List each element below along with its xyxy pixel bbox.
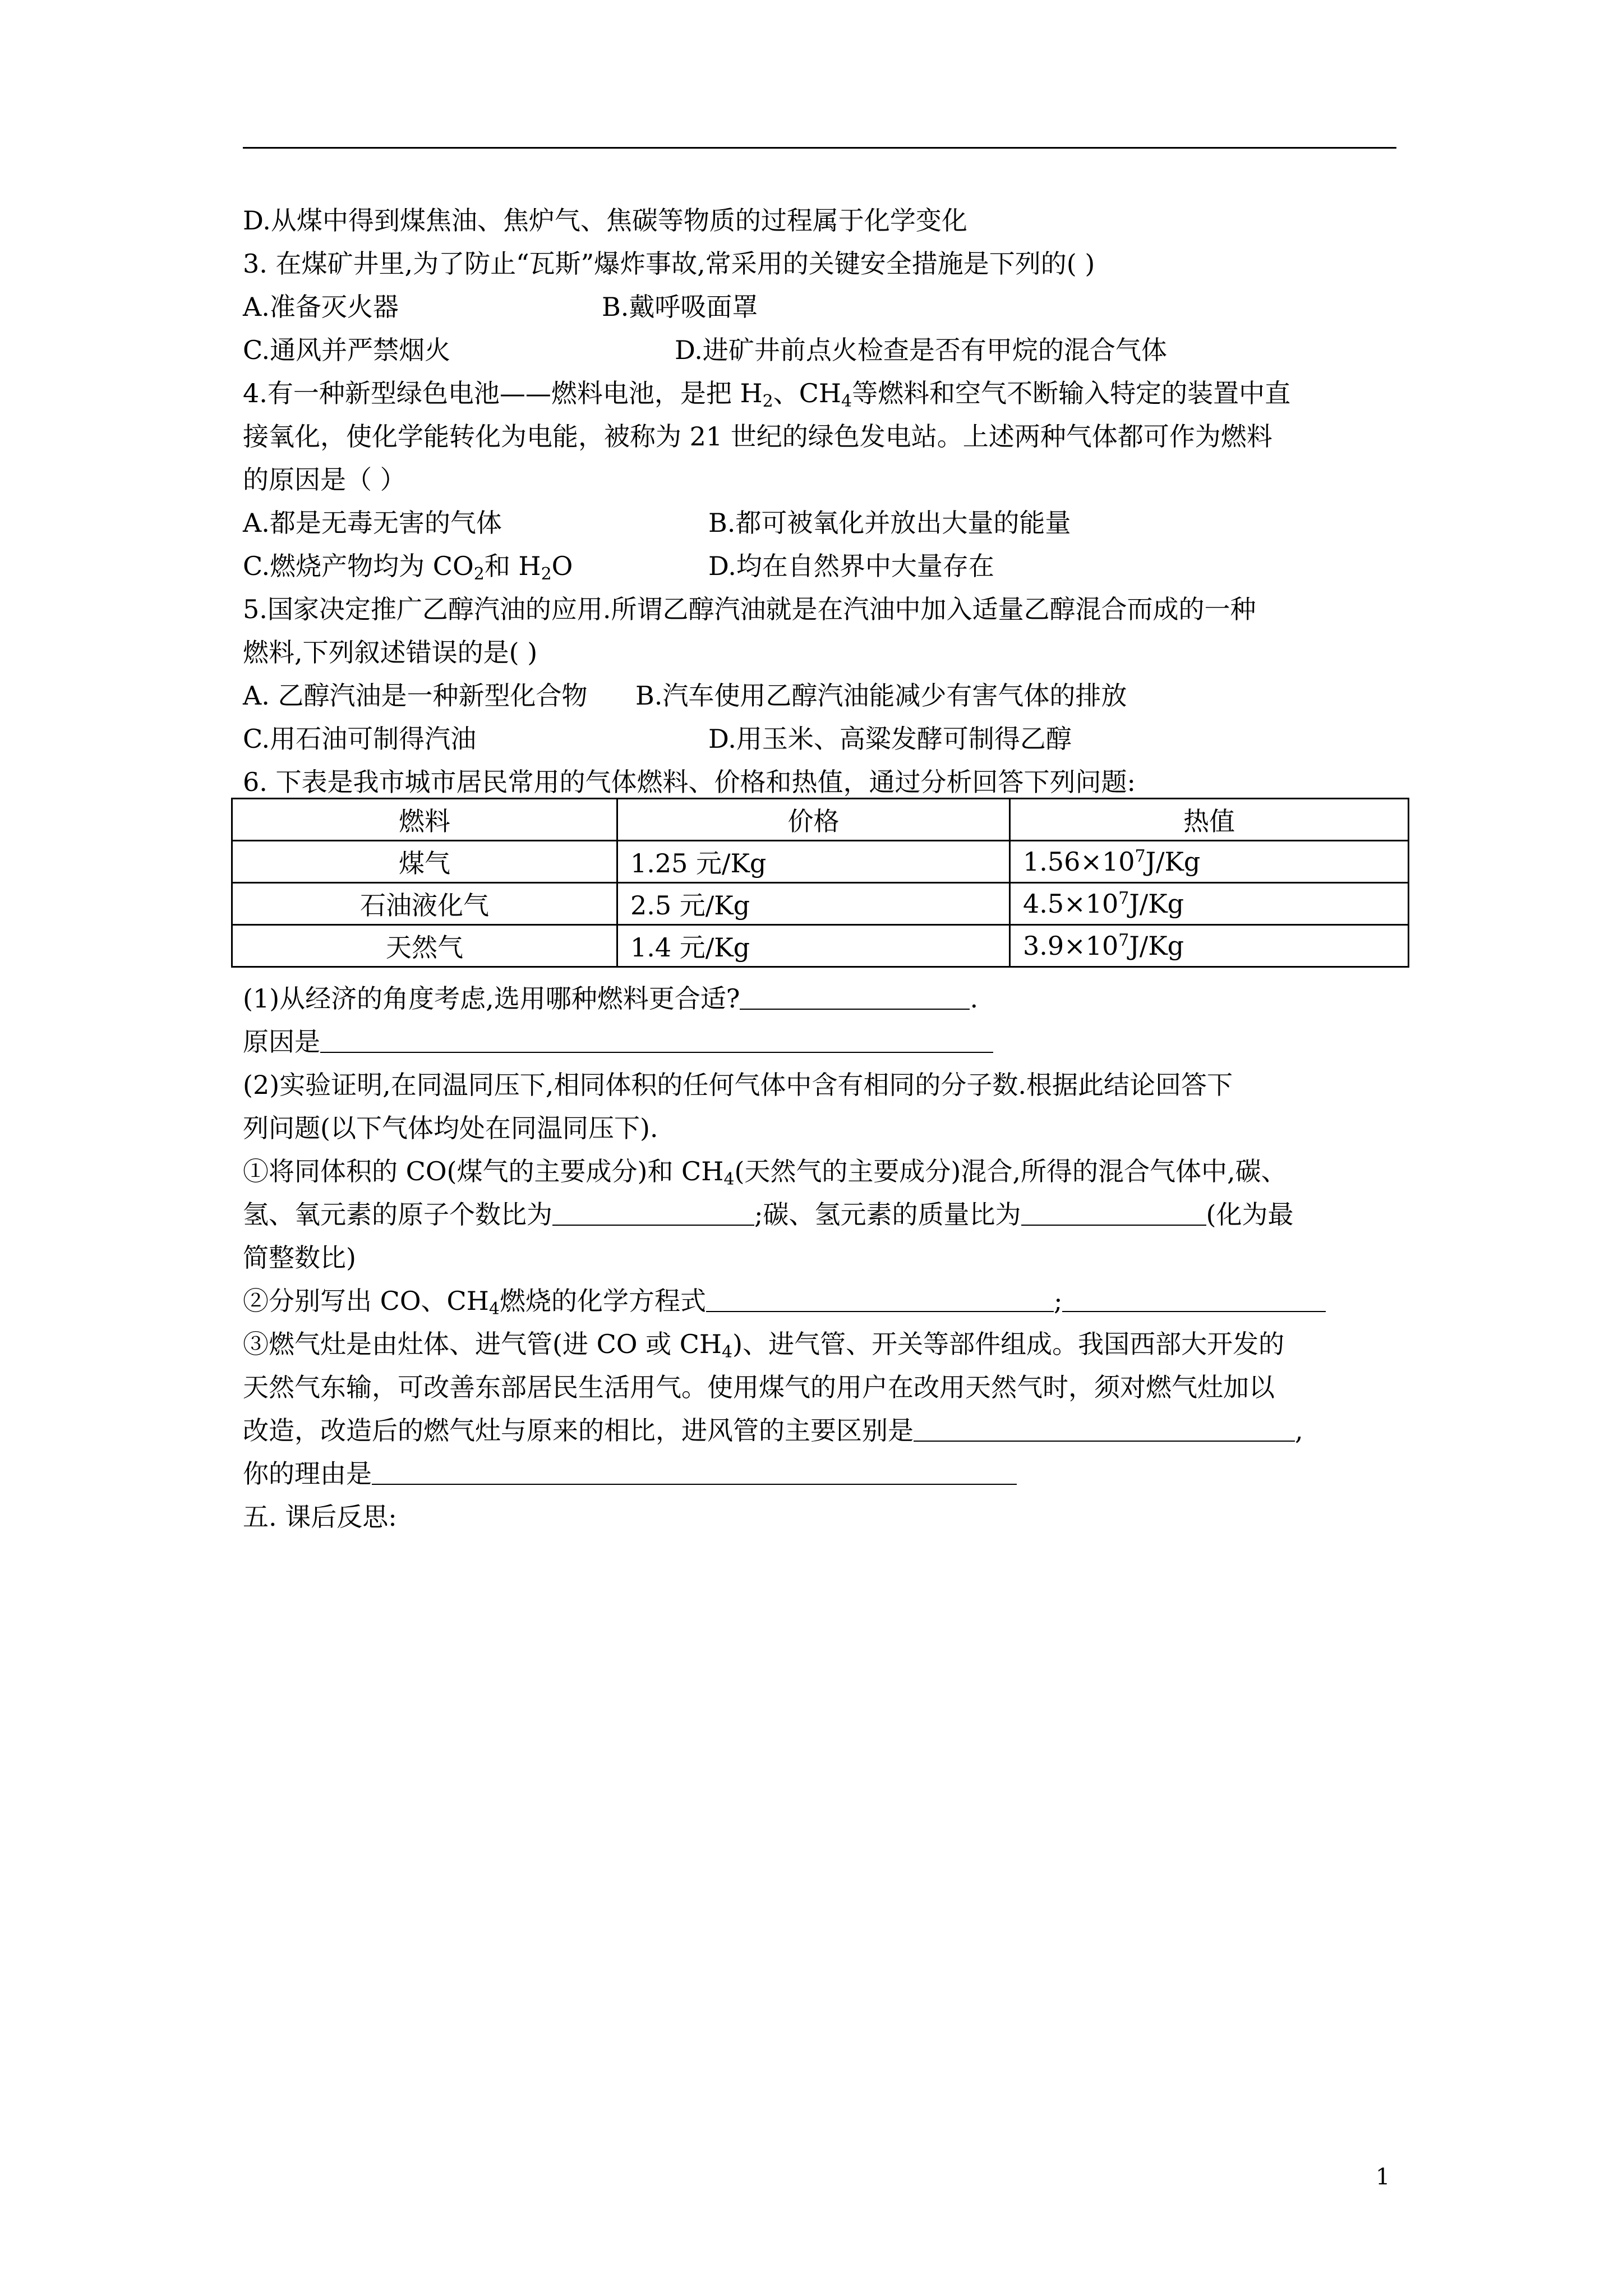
table-header-fuel: 燃料	[232, 799, 617, 841]
q4-option-c: C.燃烧产物均为 $CO_2$和 $H_2O$	[243, 551, 573, 584]
q3-option-a: A.准备灭火器	[243, 292, 399, 322]
q5-option-d: D.用玉米、高粱发酵可制得乙醇	[708, 724, 1072, 754]
q6-sub1-line3: 简整数比)	[243, 1243, 356, 1273]
question-block-top	[243, 199, 1404, 804]
table-cell-fuel: 石油液化气	[232, 883, 617, 925]
q5-option-a: A. 乙醇汽油是一种新型化合物	[243, 680, 588, 711]
q6-stem: 6. 下表是我市城市居民常用的气体燃料、价格和热值，通过分析回答下列问题:	[243, 767, 1136, 797]
q6-sub2: ②分别写出 CO、$CH_4$燃烧的化学方程式 ;	[243, 1280, 1404, 1323]
table-header-heat: 热值	[1010, 799, 1409, 841]
table-header-price: 价格	[617, 799, 1010, 841]
q6-sub3-line2: 天然气东输，可改善东部居民生活用气。使用煤气的用户在改用天然气时，须对燃气灶加以	[243, 1372, 1275, 1402]
q3-options-row1	[243, 286, 1404, 329]
q4-options-row1	[243, 501, 1404, 545]
q3-option-d: D.进矿井前点火检查是否有甲烷的混合气体	[675, 335, 1167, 365]
table-cell-price: 1.25 元/Kg	[617, 841, 1010, 883]
q5-options-row2	[243, 717, 1404, 761]
table-cell-fuel: 煤气	[232, 841, 617, 883]
table-cell-price: 1.4 元/Kg	[617, 925, 1010, 967]
section-five-heading: 五. 课后反思:	[243, 1502, 397, 1532]
q4-stem-line1: 4.有一种新型绿色电池——燃料电池，是把 $H_2$、$CH_4$等燃料和空气不断输入特定的装置中直	[243, 378, 1291, 411]
q4-stem-line2: 接氧化，使化学能转化为电能，被称为 21 世纪的绿色发电站。上述两种气体都可作为燃料	[243, 421, 1272, 452]
fuel-table	[231, 798, 1409, 968]
answer-blank[interactable]	[320, 1023, 993, 1053]
q6-sub1-line2: 氢、氧元素的原子个数比为 ;碳、氢元素的质量比为 (化为最	[243, 1193, 1404, 1236]
q5-options-row1	[243, 674, 1404, 717]
q6-part1-reason: 原因是	[243, 1020, 1404, 1064]
table-cell-fuel: 天然气	[232, 925, 617, 967]
table-row	[232, 883, 1409, 925]
question-block-bottom	[243, 977, 1404, 1539]
q2-option-d: D.从煤中得到煤焦油、焦炉气、焦碳等物质的过程属于化学变化	[243, 205, 967, 236]
q4-option-d: D.均在自然界中大量存在	[708, 551, 994, 581]
q5-stem-line2: 燃料,下列叙述错误的是( )	[243, 637, 538, 668]
table-cell-heat: $3.9\times 10^7J/Kg$	[1010, 925, 1409, 967]
q3-option-b: B.戴呼吸面罩	[602, 292, 758, 322]
answer-blank[interactable]	[706, 1282, 1054, 1312]
q6-sub3-line3: 改造，改造后的燃气灶与原来的相比，进风管的主要区别是 ,	[243, 1409, 1404, 1452]
q4-stem-line3: 的原因是（ ）	[243, 464, 406, 495]
answer-blank[interactable]	[372, 1455, 1017, 1485]
q6-part2-line1: (2)实验证明,在同温同压下,相同体积的任何气体中含有相同的分子数.根据此结论回答下	[243, 1070, 1233, 1100]
answer-blank[interactable]	[740, 979, 970, 1010]
page-number: 1	[1376, 2164, 1390, 2190]
q4-options-row2	[243, 545, 1404, 588]
q4-option-a: A.都是无毒无害的气体	[243, 508, 502, 538]
table-cell-price: 2.5 元/Kg	[617, 883, 1010, 925]
q3-option-c: C.通风并严禁烟火	[243, 335, 451, 365]
q5-option-c: C.用石油可制得汽油	[243, 724, 477, 754]
table-row	[232, 925, 1409, 967]
answer-blank[interactable]	[914, 1411, 1295, 1442]
answer-blank[interactable]	[552, 1195, 754, 1226]
table-header-row	[232, 799, 1409, 841]
q6-part2-line2: 列问题(以下气体均处在同温同压下).	[243, 1113, 658, 1143]
table-cell-heat: $4.5\times 10^7J/Kg$	[1010, 883, 1409, 925]
q5-option-b: B.汽车使用乙醇汽油能减少有害气体的排放	[635, 680, 1127, 711]
table-cell-heat: $1.56\times 10^7J/Kg$	[1010, 841, 1409, 883]
q6-sub3-line4: 你的理由是	[243, 1452, 1404, 1496]
q6-sub1-line1: ①将同体积的 CO(煤气的主要成分)和 $CH_4$(天然气的主要成分)混合,所得的混合气体中,碳、	[243, 1156, 1287, 1189]
answer-blank[interactable]	[1062, 1282, 1326, 1312]
q6-part1: (1)从经济的角度考虑,选用哪种燃料更合适? .	[243, 977, 1404, 1020]
q3-stem: 3. 在煤矿井里,为了防止“瓦斯”爆炸事故,常采用的关键安全措施是下列的( )	[243, 249, 1095, 279]
q6-sub3-line1: ③燃气灶是由灶体、进气管(进 CO 或 $CH_4$)、进气管、开关等部件组成。我国西部大开发的	[243, 1329, 1285, 1362]
answer-blank[interactable]	[1021, 1195, 1206, 1226]
header-rule	[243, 147, 1396, 149]
q4-option-b: B.都可被氧化并放出大量的能量	[708, 508, 1071, 538]
q3-options-row2	[243, 329, 1404, 372]
table-row	[232, 841, 1409, 883]
q5-stem-line1: 5.国家决定推广乙醇汽油的应用.所谓乙醇汽油就是在汽油中加入适量乙醇混合而成的一种	[243, 594, 1256, 624]
